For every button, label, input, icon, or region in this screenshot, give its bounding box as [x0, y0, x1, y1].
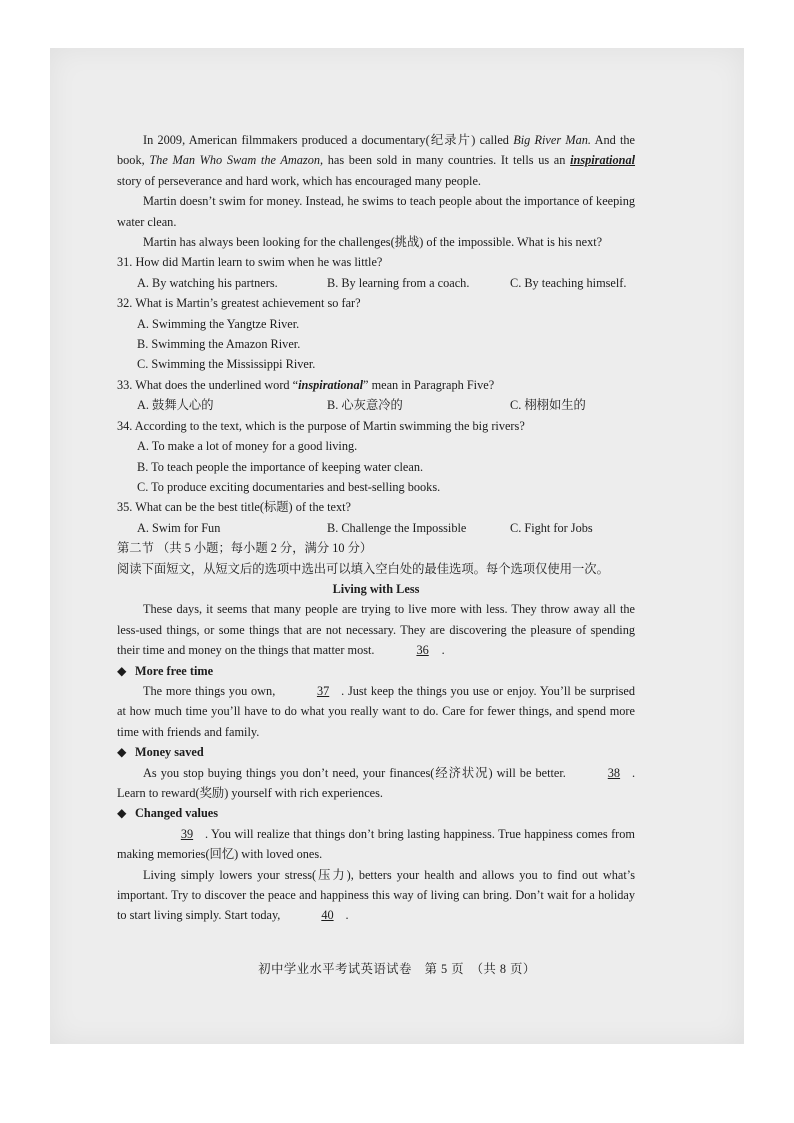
- option-a: A. Swim for Fun: [137, 520, 221, 535]
- option-row: [117, 518, 635, 538]
- section-instruction: 阅读下面短文，从短文后的选项中选出可以填入空白处的最佳选项。每个选项仅使用一次。: [117, 561, 609, 576]
- blank-38[interactable]: 38: [607, 765, 621, 780]
- option-b: B. To teach people the importance of keeping water clean.: [137, 459, 424, 474]
- option-row: [117, 395, 635, 415]
- stem-text: ” mean in Paragraph Five?: [363, 377, 495, 392]
- intro-text: has been sold in many countries. It tells us an: [323, 153, 571, 168]
- question-31: [117, 252, 635, 293]
- question-stem: 35. What can be the best title(标题) of the text?: [117, 500, 352, 515]
- question-stem: 32. What is Martin’s greatest achievement so far?: [117, 296, 361, 311]
- question-32: [117, 293, 635, 375]
- heading-more-free-time: [117, 661, 635, 681]
- option-a: A. 鼓舞人心的: [137, 398, 214, 413]
- option-a: A. By watching his partners.: [137, 275, 278, 290]
- book-title: The Man Who Swam the Amazon,: [149, 153, 324, 168]
- intro-paragraph-2: Martin doesn’t swim for money. Instead, he swims to teach people about the importance of keeping water clean.: [117, 194, 635, 229]
- heading-text: Money saved: [135, 745, 204, 760]
- option-b: B. By learning from a coach.: [327, 275, 470, 290]
- blank-39[interactable]: 39: [180, 826, 194, 841]
- question-stem: [117, 375, 635, 395]
- question-35: [117, 497, 635, 538]
- blank-40[interactable]: 40: [321, 908, 334, 923]
- diamond-bullet-icon: ◆: [117, 806, 127, 821]
- passage-paragraph-4: [117, 824, 635, 865]
- heading-changed-values: [117, 803, 635, 823]
- option-a: A. Swimming the Yangtze River.: [137, 316, 300, 331]
- diamond-bullet-icon: ◆: [117, 663, 127, 678]
- option-c: C. To produce exciting documentaries and best-selling books.: [137, 479, 441, 494]
- paragraph-text: The more things you own,: [143, 683, 276, 698]
- paragraph-text: Learn to reward(奖励) yourself with rich experiences.: [117, 786, 383, 800]
- option-a: A. To make a lot of money for a good living.: [137, 439, 358, 454]
- stem-word: inspirational: [298, 377, 364, 392]
- film-title: Big River Man.: [513, 133, 591, 147]
- heading-text: Changed values: [135, 806, 219, 821]
- diamond-bullet-icon: ◆: [117, 745, 127, 760]
- option-b: B. 心灰意冷的: [327, 398, 403, 413]
- question-stem: 34. According to the text, which is the purpose of Martin swimming the big rivers?: [117, 418, 525, 433]
- passage-title: Living with Less: [332, 581, 420, 596]
- question-33: [117, 375, 635, 416]
- option-c: C. By teaching himself.: [510, 275, 627, 290]
- heading-money-saved: [117, 742, 635, 762]
- stem-text: 33. What does the underlined word “: [117, 377, 299, 392]
- intro-paragraph-3: Martin has always been looking for the challenges(挑战) of the impossible. What is his next?: [143, 235, 603, 250]
- blank-36[interactable]: 36: [416, 643, 429, 658]
- intro-text: And the book,: [117, 133, 636, 168]
- passage-paragraph-3: As you stop buying things you don’t need, your finances(经济状况) will be better. 38 . Learn to reward(奖励) yourself with rich experiences.: [117, 763, 635, 804]
- option-b: B. Challenge the Impossible: [327, 520, 467, 535]
- paragraph-text: Living simply lowers your stress(压力), betters your health and allows you to find out what’s important. Try to discover the peace and happiness this way of living can bring. Don’t wait for a holiday to start living simply. Start today,: [117, 867, 635, 923]
- underlined-word: inspirational: [570, 153, 636, 168]
- intro-text: story of perseverance and hard work, which has encouraged many people.: [117, 173, 481, 188]
- section-header: 第二节 （共 5 小题；每小题 2 分，满分 10 分）: [117, 541, 373, 556]
- option-c: C. 栩栩如生的: [510, 398, 586, 413]
- paragraph-text: . Just keep the things you use or enjoy. You’ll be surprised at how much time you’ll have to do what you really want to do. Care for fewer things, and spend more time with friends and family.: [117, 683, 636, 739]
- option-row: [117, 273, 635, 293]
- question-34: [117, 416, 635, 498]
- intro-paragraph-1: [117, 130, 635, 191]
- passage-paragraph-5: Living simply lowers your stress(压力), betters your health and allows you to find out what’s important. Try to discover the peace and happiness this way of living can bring. Don’t wait for a holiday to start living simply. Start today, 40 .: [117, 865, 635, 926]
- paragraph-text: . You will realize that things don’t bring lasting happiness. True happiness comes from making memories(回忆) with loved ones.: [117, 826, 635, 862]
- option-c: C. Fight for Jobs: [510, 520, 593, 535]
- page-footer: 初中学业水平考试英语试卷 第 5 页 （共 8 页）: [258, 962, 536, 976]
- blank-37[interactable]: 37: [316, 683, 330, 698]
- paragraph-text: As you stop buying things you don’t need, your finances(经济状况) will be better.: [143, 765, 566, 780]
- page-content: [117, 130, 635, 926]
- option-c: C. Swimming the Mississippi River.: [137, 357, 316, 372]
- passage-paragraph-1: These days, it seems that many people are trying to live more with less. They throw away all the less-used things, or some things that are not necessary. They are discovering the pleasure of spending their time and money on the things that matter most. 36 .: [117, 599, 635, 660]
- heading-text: More free time: [135, 663, 214, 678]
- paragraph-text: These days, it seems that many people are trying to live more with less. They throw away all the less-used things, or some things that are not necessary. They are discovering the pleasure of spending their time and money on the things that matter most.: [117, 602, 635, 658]
- intro-text: In 2009, American filmmakers produced a documentary(纪录片) called: [143, 133, 514, 147]
- question-stem: 31. How did Martin learn to swim when he was little?: [117, 255, 383, 270]
- option-b: B. Swimming the Amazon River.: [137, 337, 301, 352]
- passage-paragraph-2: [117, 681, 635, 742]
